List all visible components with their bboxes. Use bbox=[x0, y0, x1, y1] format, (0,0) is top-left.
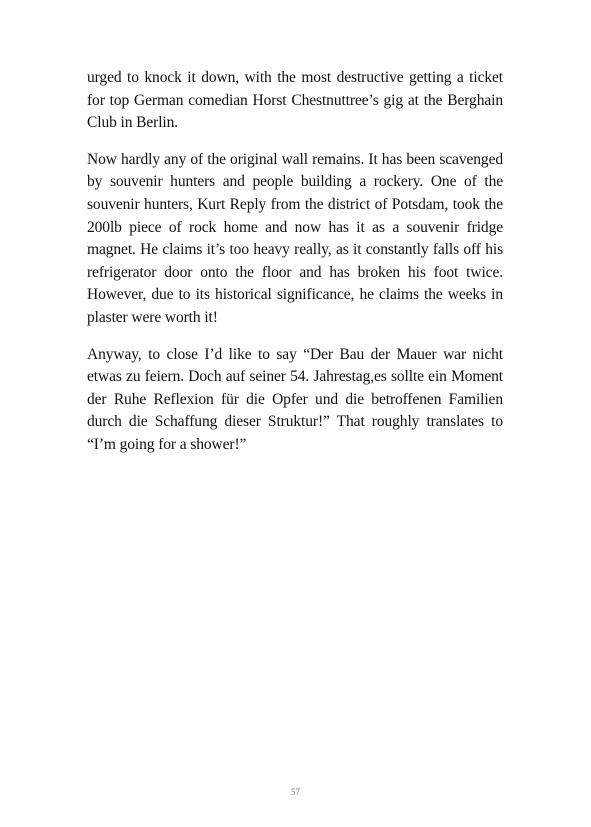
page-number: 57 bbox=[291, 787, 300, 797]
paragraph-2: Now hardly any of the original wall remains. It has been scavenged by souvenir hunters and people building a rockery. One of the souvenir hunters, Kurt Reply from the district of Potsdam, took the 200lb piece of rock home and now has it as a souvenir fridge magnet. He claims it’s too heavy really, as it constantly falls off his refrigerator door onto the floor and has broken his foot twice. However, due to its historical significance, he claims the weeks in plaster were worth it! bbox=[87, 150, 503, 326]
paragraph-1: urged to knock it down, with the most destructive getting a ticket for top German comedian Horst Chestnuttree’s gig at the Berghain Club in Berlin. bbox=[87, 69, 503, 132]
paragraph-3: Anyway, to close I’d like to say “Der Bau der Mauer war nicht etwas zu feiern. Doch auf seiner 54. Jahrestag,es sollte ein Moment der Ruhe Reflexion für die Opfer und die betroffenen Familien durch die Schaffung dieser Struktur!” That roughly translates to “I’m going for a shower!” bbox=[87, 345, 503, 453]
body-text bbox=[87, 67, 503, 471]
